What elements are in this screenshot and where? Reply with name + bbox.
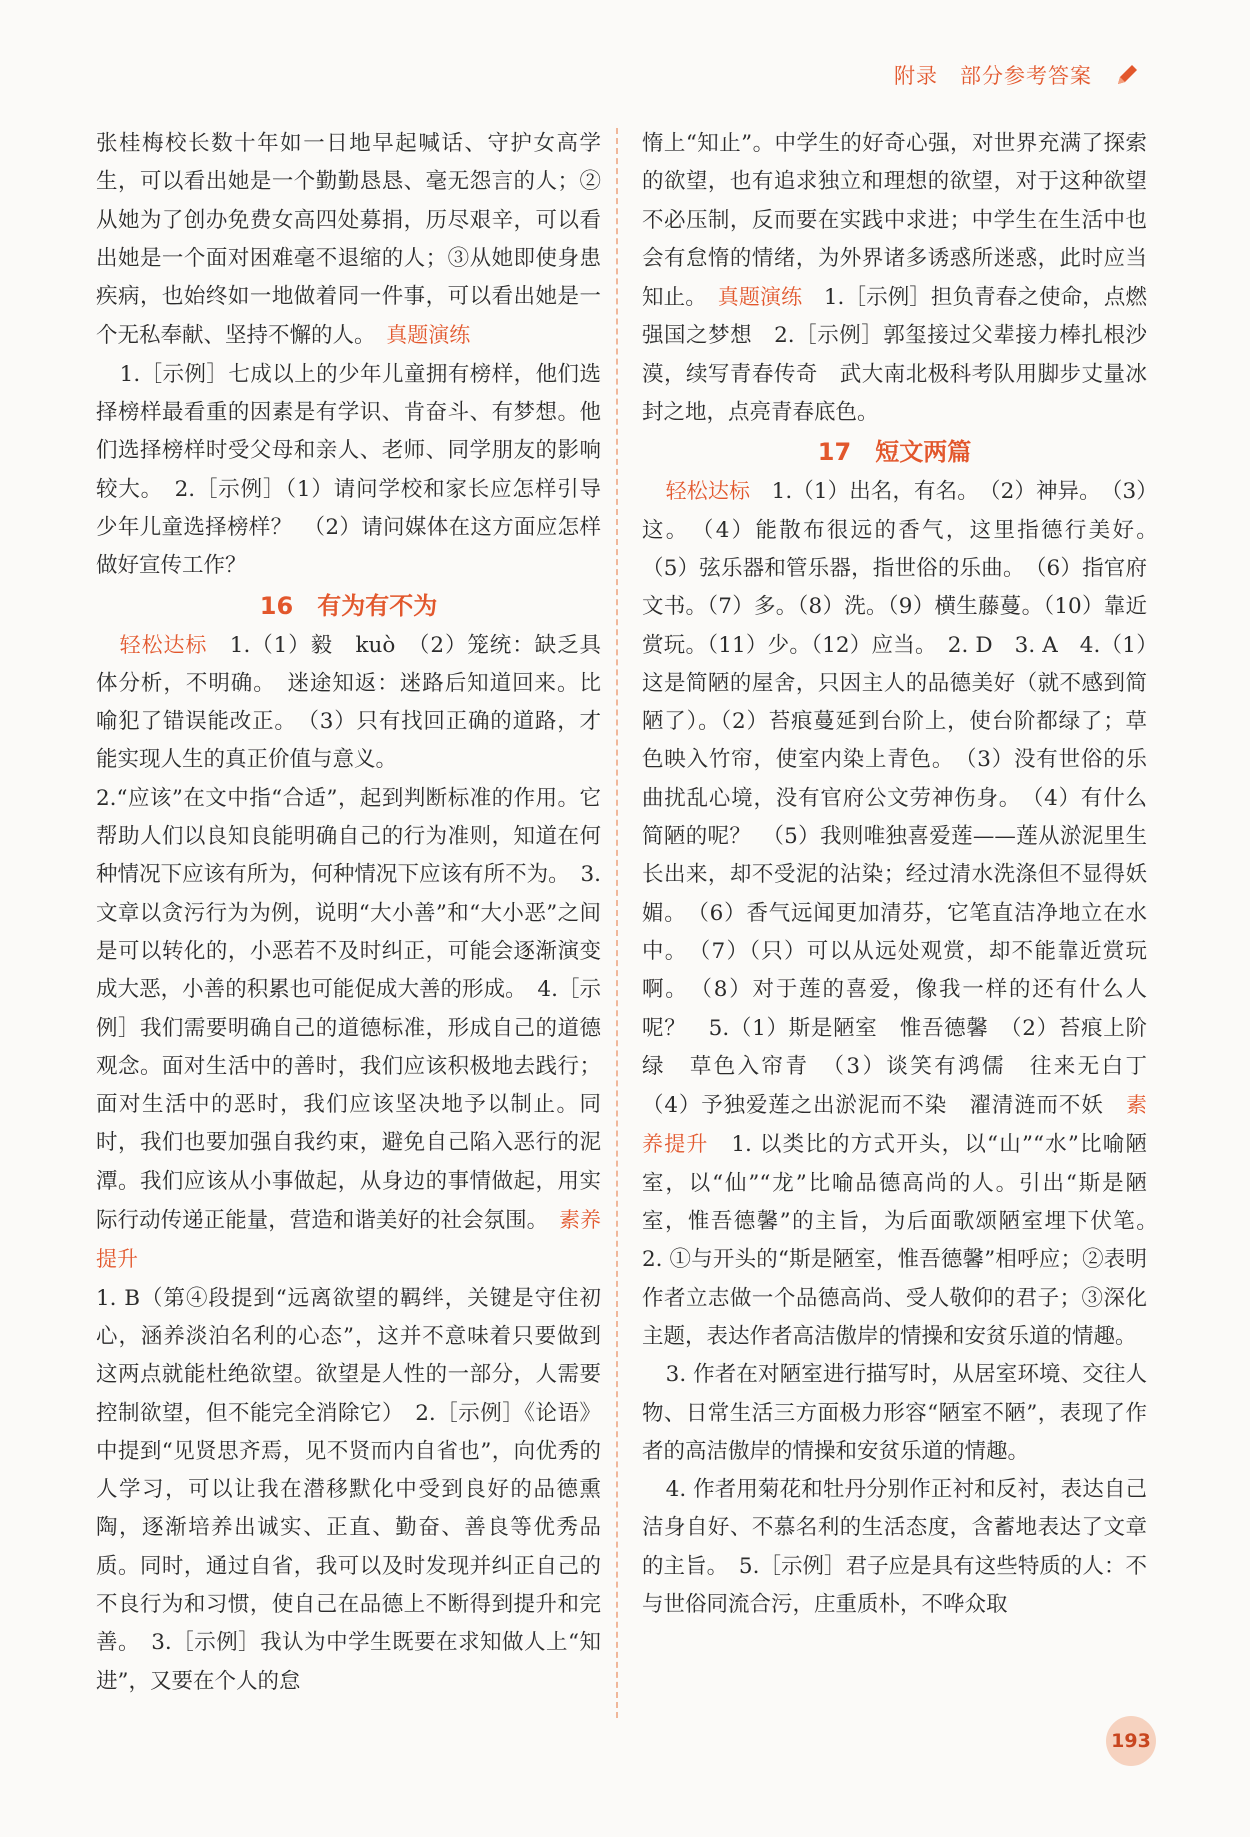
section-tag: 轻松达标 (665, 479, 751, 504)
section-tag: 真题演练 (717, 285, 803, 310)
section-tag: 素养提升 (96, 1208, 601, 1272)
page-header (894, 60, 1140, 90)
answer-paragraph: 轻松达标 1.（1）毅 kuò （2）笼统：缺乏具体分析，不明确。 迷途知返：迷路后知道回来。比喻犯了错误能改正。 （3）只有找回正确的道路，才能实现人生的真正价值与意义。 (96, 632, 601, 773)
page-number: 193 (1106, 1716, 1156, 1766)
section-tag: 轻松达标 (119, 632, 208, 657)
appendix-label: 附录 (894, 64, 938, 88)
answer-paragraph: 张桂梅校长数十年如一日地早起喊话、守护女高学生，可以看出她是一个勤勤恳恳、毫无怨言的人；②从她为了创办免费女高四处募捐，历尽艰辛，可以看出她是一个面对困难毫不退缩的人；③从她即使身患疾病，也始终如一地做着同一件事，可以看出她是一个无私奉献、坚持不懈的人。 真题演练 (96, 131, 601, 349)
right-column (642, 125, 1169, 1624)
answer-paragraph: 4. 作者用菊花和牡丹分别作正衬和反衬，表达自己洁身自好、不慕名利的生活态度，含蓄地表达了文章的主旨。 5.［示例］君子应是具有这些特质的人：不与世俗同流合污，庄重质朴，不哗众取 (642, 1477, 1147, 1617)
answer-paragraph: 轻松达标 1.（1）出名，有名。 （2）神异。 （3）这。 （4）能散布很远的香气，这里指德行美好。 （5）弦乐器和管乐器，指世俗的乐曲。 （6）指官府文书。（7）多。（8）洗。（9）横生藤蔓。（10）靠近赏玩。（11）少。（12）应当。 2. D 3. A 4.（1）这是简陋的屋舍，只因主人的品德美好（就不感到简陋了）。（2）苔痕蔓延到台阶上，使台阶都绿了；草色映入竹帘，使室内染上青色。 （3）没有世俗的乐曲扰乱心境，没有官府公文劳神伤身。 （4）有什么简陋的呢？ （5）我则唯独喜爱莲——莲从淤泥里生长出来，却不受泥的沾染；经过清水洗涤但不显得妖媚。 （6）香气远闻更加清芬，它笔直洁净地立在水中。 （7）（只）可以从远处观赏，却不能靠近赏玩啊。 （8）对于莲的喜爱，像我一样的还有什么人呢？ 5.（1）斯是陋室 惟吾德馨 （2）苔痕上阶绿 草色入帘青 （3）谈笑有鸿儒 往来无白丁 （4）予独爱莲之出淤泥而不染 濯清涟而不妖 素养提升 1. 以类比的方式开头，以“山”“水”比喻陋室，以“仙”“龙”比喻品德高尚的人。引出“斯是陋室，惟吾德馨”的主旨，为后面歌颂陋室埋下伏笔。 2. ①与开头的“斯是陋室，惟吾德馨”相呼应；②表明作者立志做一个品德高尚、受人敬仰的君子；③深化主题，表达作者高洁傲岸的情操和安贫乐道的情趣。 (642, 479, 1169, 1349)
left-column (96, 125, 601, 1701)
answer-paragraph: 1. B（第④段提到“远离欲望的羁绊，关键是守住初心，涵养淡泊名利的心态”，这并不意味着只要做到这两点就能杜绝欲望。欲望是人性的一部分，人需要控制欲望，但不能完全消除它） 2.［示例］《论语》中提到“见贤思齐焉，见不贤而内自省也”，向优秀的人学习，可以让我在潜移默化中受到良好的品德熏陶，逐渐培养出诚实、正直、勤奋、善良等优秀品质。同时，通过自省，我可以及时发现并纠正自己的不良行为和习惯，使自己在品德上不断得到提升和完善。 3.［示例］我认为中学生既要在求知做人上“知进”，又要在个人的怠 (96, 1285, 601, 1694)
section-tag: 真题演练 (386, 323, 471, 348)
answer-paragraph: 惰上“知止”。中学生的好奇心强，对世界充满了探索的欲望，也有追求独立和理想的欲望，对于这种欲望不必压制，反而要在实践中求进；中学生在生活中也会有怠惰的情绪，为外界诸多诱惑所迷惑，此时应当知止。 真题演练 1.［示例］担负青春之使命，点燃强国之梦想 2.［示例］郭玺接过父辈接力棒扎根沙漠，续写青春传奇 武大南北极科考队用脚步丈量冰封之地，点亮青春底色。 (642, 131, 1147, 426)
answer-paragraph: 1.［示例］七成以上的少年儿童拥有榜样，他们选择榜样最看重的因素是有学识、肯奋斗、有梦想。他们选择榜样时受父母和亲人、老师、同学朋友的影响较大。 2.［示例］（1）请问学校和家长应怎样引导少年儿童选择榜样？ （2）请问媒体在这方面应怎样做好宣传工作？ (96, 361, 601, 579)
section-tag: 素养提升 (642, 1093, 1147, 1157)
answer-paragraph: 2.“应该”在文中指“合适”，起到判断标准的作用。它帮助人们以良知良能明确自己的行为准则，知道在何种情况下应该有所为，何种情况下应该有所不为。 3. 文章以贪污行为为例，说明“大小善”和“大小恶”之间是可以转化的，小恶若不及时纠正，可能会逐渐演变成大恶，小善的积累也可能促成大善的形成。 4.［示例］我们需要明确自己的道德标准，形成自己的道德观念。面对生活中的善时，我们应该积极地去践行；面对生活中的恶时，我们应该坚决地予以制止。同时，我们也要加强自我约束，避免自己陷入恶行的泥潭。我们应该从小事做起，从身边的事情做起，用实际行动传递正能量，营造和谐美好的社会氛围。 素养提升 (96, 785, 601, 1272)
lesson-heading: 17 短文两篇 (817, 438, 972, 467)
column-divider (616, 128, 618, 1718)
section-title: 部分参考答案 (960, 64, 1092, 88)
pencil-icon (1114, 62, 1140, 88)
answer-paragraph: 3. 作者在对陋室进行描写时，从居室环境、交往人物、日常生活三方面极力形容“陋室不陋”，表现了作者的高洁傲岸的情操和安贫乐道的情趣。 (642, 1362, 1147, 1464)
lesson-heading: 16 有为有不为 (259, 591, 438, 620)
